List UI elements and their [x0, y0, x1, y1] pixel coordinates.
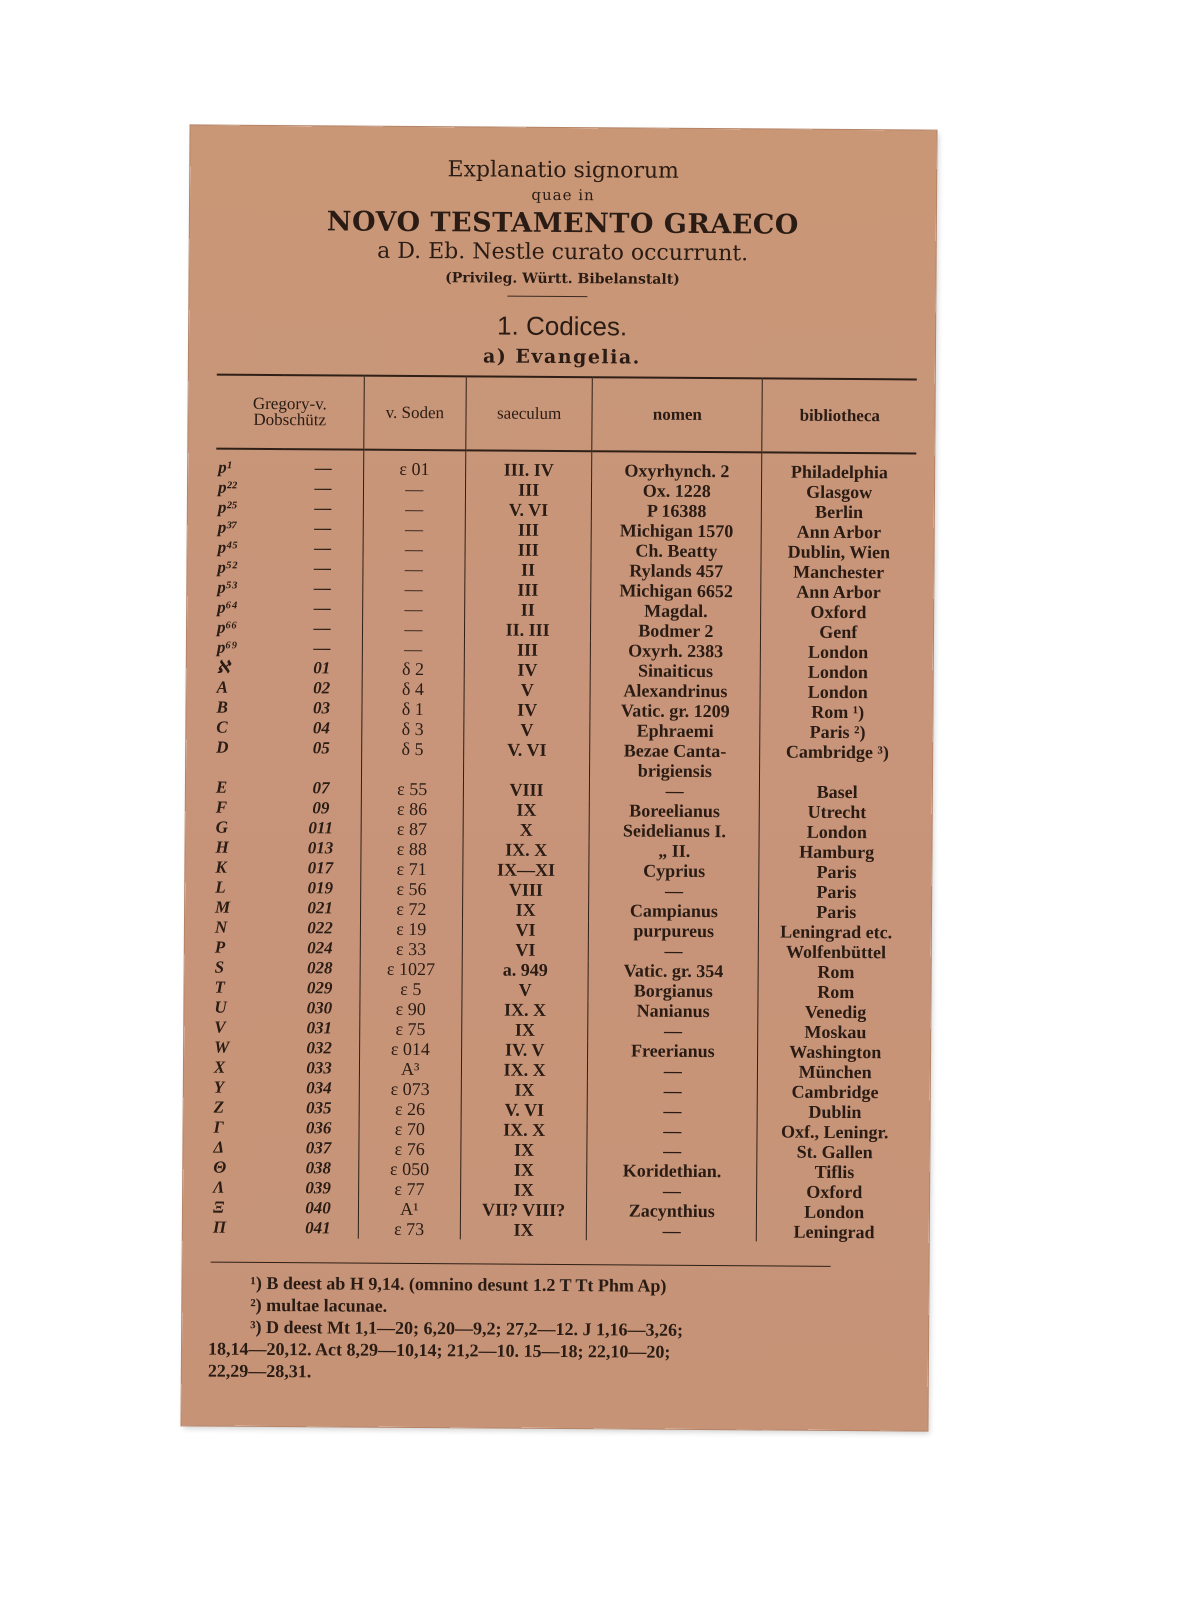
row-nomen: Boreelianus [589, 800, 759, 821]
row-siglum: p⁶⁴ [217, 597, 238, 617]
row-nomen: — [588, 1060, 758, 1081]
row-soden: δ 4 [362, 679, 465, 700]
row-bibliotheca: Moskau [758, 1021, 912, 1042]
header-divider [507, 296, 587, 298]
row-siglum: p⁵² [217, 557, 238, 577]
col-header-saeculum: saeculum [466, 376, 592, 451]
row-siglum: D [216, 737, 229, 757]
row-soden: — [363, 519, 466, 540]
row-soden: — [362, 619, 465, 640]
row-saeculum: IX [461, 1079, 587, 1100]
row-nomen: Bodmer 2 [591, 620, 761, 641]
row-gregory: — [313, 638, 331, 658]
row-saeculum: IX. X [462, 999, 588, 1020]
row-nomen: Vatic. gr. 354 [588, 960, 758, 981]
row-saeculum: III [464, 639, 590, 660]
row-saeculum: IX—XI [463, 859, 589, 880]
row-soden: — [363, 479, 466, 500]
col-header-nomen: nomen [592, 377, 763, 452]
row-soden: ε 90 [359, 999, 462, 1020]
row-soden: ε 01 [363, 450, 466, 480]
footnote-1: ¹) B deest ab H 9,14. (omnino desunt 1.2 T Tt Phm Ap) [250, 1272, 667, 1296]
row-gregory: 022 [307, 918, 333, 938]
row-nomen: purpureus [589, 920, 759, 941]
row-saeculum: II [465, 559, 591, 580]
row-bibliotheca: Glasgow [762, 481, 916, 502]
row-saeculum: V. VI [464, 739, 590, 760]
row-saeculum: V. VI [461, 1099, 587, 1120]
row-saeculum: III [465, 519, 591, 540]
row-bibliotheca: Oxford [757, 1181, 911, 1202]
row-gregory: 01 [313, 658, 331, 678]
row-saeculum: V [462, 979, 588, 1000]
row-siglum: p⁶⁶ [216, 617, 238, 637]
row-nomen: Oxyrh. 2383 [590, 640, 760, 661]
row-soden: ε 1027 [360, 959, 463, 980]
row-bibliotheca: Paris [759, 881, 913, 902]
row-bibliotheca: Paris ²) [760, 721, 914, 742]
row-saeculum: IX. X [461, 1119, 587, 1140]
row-saeculum: IV [464, 659, 590, 680]
row-siglum: Π [212, 1217, 227, 1237]
row-bibliotheca: Ann Arbor [762, 521, 916, 542]
row-soden: ε 88 [360, 839, 463, 860]
row-siglum: P [214, 937, 226, 957]
row-siglum: C [216, 717, 228, 737]
row-soden: ε 55 [361, 779, 464, 800]
row-soden [361, 759, 464, 780]
row-nomen: — [587, 1080, 757, 1101]
row-gregory: 030 [306, 998, 333, 1018]
row-gregory: 029 [306, 978, 333, 998]
row-soden: δ 3 [361, 719, 464, 740]
row-soden: — [362, 579, 465, 600]
row-gregory: 040 [305, 1198, 331, 1218]
row-gregory: 028 [306, 958, 333, 978]
row-nomen: Nanianus [588, 1000, 758, 1021]
row-saeculum: II. III [465, 619, 591, 640]
row-siglum: Γ [213, 1117, 224, 1137]
row-gregory: 04 [312, 718, 330, 738]
row-gregory: 041 [305, 1218, 331, 1238]
row-siglum: ℵ [216, 657, 230, 677]
row-bibliotheca: London [761, 681, 915, 702]
table-row [211, 1218, 911, 1243]
row-soden: ε 87 [361, 819, 464, 840]
row-siglum: M [215, 897, 231, 917]
row-gregory: — [313, 618, 331, 638]
row-soden: — [362, 639, 465, 660]
row-siglum: T [214, 977, 225, 997]
row-saeculum: VI [463, 919, 589, 940]
row-saeculum: V [464, 679, 590, 700]
row-soden: ε 073 [359, 1079, 462, 1100]
row-soden: — [362, 599, 465, 620]
row-soden: ε 014 [359, 1039, 462, 1060]
header-line-4: a D. Eb. Nestle curato occurrunt. [377, 238, 749, 267]
row-siglum: p¹ [218, 457, 232, 477]
row-saeculum: IX. X [462, 1059, 588, 1080]
row-siglum: K [215, 857, 227, 877]
row-siglum: p⁶⁹ [216, 637, 238, 657]
table-body [211, 449, 916, 1243]
row-nomen: Zacynthius [587, 1200, 757, 1221]
row-bibliotheca: London [760, 821, 914, 842]
codices-table [211, 374, 917, 1243]
row-siglum: Ξ [212, 1197, 225, 1217]
row-saeculum: IX. X [463, 839, 589, 860]
row-soden: ε 19 [360, 919, 463, 940]
row-bibliotheca: London [761, 661, 915, 682]
row-nomen: — [587, 1180, 757, 1201]
row-bibliotheca: Paris [759, 861, 913, 882]
row-gregory: 05 [312, 738, 330, 758]
row-bibliotheca: Oxford [761, 601, 915, 622]
row-bibliotheca: Rom [758, 981, 912, 1002]
row-nomen: — [589, 880, 759, 901]
footnote-3: ³) D deest Mt 1,1—20; 6,20—9,2; 27,2—12. J 1,16—3,26; [250, 1316, 684, 1340]
row-siglum: X [213, 1057, 226, 1077]
row-gregory: — [314, 498, 332, 518]
col-header-soden: v. Soden [363, 376, 466, 451]
row-nomen: Seidelianus I. [589, 820, 759, 841]
row-gregory: 019 [307, 878, 334, 898]
row-siglum: S [214, 957, 225, 977]
row-nomen: Michigan 6652 [591, 580, 761, 601]
row-soden: ε 33 [360, 939, 463, 960]
row-gregory: — [314, 538, 332, 558]
row-gregory: 031 [306, 1018, 333, 1038]
row-bibliotheca: Dublin, Wien [761, 541, 915, 562]
row-bibliotheca: Utrecht [760, 801, 914, 822]
row-siglum: Λ [213, 1177, 225, 1197]
row-gregory: 033 [306, 1058, 332, 1078]
row-gregory: 035 [305, 1098, 332, 1118]
row-saeculum: VII? VIII? [461, 1199, 587, 1220]
row-soden: δ 1 [361, 699, 464, 720]
row-saeculum: III [465, 539, 591, 560]
row-soden: δ 2 [362, 659, 465, 680]
row-gregory [282, 758, 361, 779]
row-nomen: Campianus [589, 900, 759, 921]
col-header-bibliotheca: bibliotheca [762, 378, 917, 453]
row-siglum: V [214, 1017, 226, 1037]
row-bibliotheca: London [761, 641, 915, 662]
row-siglum: F [215, 797, 228, 817]
row-nomen: — [588, 940, 758, 961]
row-siglum: E [215, 777, 228, 797]
row-soden: ε 26 [359, 1099, 462, 1120]
row-soden: ε 71 [360, 859, 463, 880]
row-siglum: L [215, 877, 226, 897]
row-gregory: 011 [308, 818, 334, 838]
row-nomen: Rylands 457 [591, 560, 761, 581]
row-nomen: Cyprius [589, 860, 759, 881]
row-siglum: Y [213, 1077, 225, 1097]
row-saeculum: IX [461, 1179, 587, 1200]
row-bibliotheca: Leningrad etc. [759, 921, 913, 942]
row-soden: ε 76 [358, 1139, 461, 1160]
row-saeculum: IX [463, 899, 589, 920]
row-gregory: 038 [305, 1158, 332, 1178]
row-bibliotheca: Dublin [758, 1101, 912, 1122]
footnote-3-cont-1: 18,14—20,12. Act 8,29—10,14; 21,2—10. 15—18; 22,10—20; [207, 1338, 671, 1362]
row-saeculum: VIII [463, 879, 589, 900]
row-saeculum: IX [461, 1159, 587, 1180]
card [181, 125, 936, 1430]
row-saeculum: X [463, 819, 589, 840]
row-gregory: 036 [305, 1118, 332, 1138]
row-saeculum: II [465, 599, 591, 620]
row-gregory: — [314, 478, 332, 498]
row-soden: A³ [359, 1059, 462, 1080]
row-gregory: 09 [312, 798, 330, 818]
row-siglum: Δ [213, 1137, 225, 1157]
row-bibliotheca: Berlin [762, 501, 916, 522]
row-bibliotheca: Rom ¹) [760, 701, 914, 722]
row-siglum: p⁵³ [217, 577, 237, 597]
table-header-row [216, 375, 916, 454]
row-siglum: H [215, 837, 229, 857]
row-bibliotheca: Washington [758, 1041, 912, 1062]
row-siglum: Θ [213, 1157, 227, 1177]
row-nomen: Freerianus [588, 1040, 758, 1061]
row-bibliotheca: Ann Arbor [761, 581, 915, 602]
row-siglum: p⁴⁵ [217, 537, 238, 557]
row-saeculum [464, 759, 590, 780]
row-nomen: Borgianus [588, 980, 758, 1001]
row-siglum: A [216, 677, 229, 697]
row-gregory: 037 [305, 1138, 332, 1158]
row-soden: — [363, 539, 466, 560]
row-gregory: 07 [312, 778, 330, 798]
row-bibliotheca: Oxf., Leningr. [757, 1121, 911, 1142]
section-title: 1. Codices. [497, 310, 628, 342]
row-siglum: p³⁷ [217, 517, 238, 537]
row-nomen: Oxyrhynch. 2 [592, 451, 763, 481]
row-nomen: brigiensis [590, 760, 760, 781]
row-siglum: p²² [217, 477, 237, 497]
row-nomen: Magdal. [591, 600, 761, 621]
col-header-gregory: Gregory-v. Dobschütz [216, 375, 364, 450]
row-gregory: 032 [306, 1038, 333, 1058]
row-bibliotheca: Leningrad [757, 1221, 911, 1242]
row-siglum: G [215, 817, 228, 837]
row-bibliotheca: Basel [760, 781, 914, 802]
row-saeculum: III. IV [466, 450, 592, 480]
row-soden: δ 5 [361, 739, 464, 760]
row-gregory: 024 [307, 938, 333, 958]
row-nomen: — [589, 780, 759, 801]
row-nomen: Koridethian. [587, 1160, 757, 1181]
row-soden: ε 050 [358, 1159, 461, 1180]
row-siglum: p²⁵ [217, 497, 238, 517]
row-siglum: W [214, 1037, 230, 1057]
row-saeculum: VI [462, 939, 588, 960]
row-saeculum: VIII [464, 779, 590, 800]
row-nomen: — [586, 1220, 756, 1241]
row-bibliotheca: Cambridge [758, 1081, 912, 1102]
row-bibliotheca: Philadelphia [762, 452, 916, 482]
row-saeculum: a. 949 [462, 959, 588, 980]
row-saeculum: IX [463, 799, 589, 820]
row-siglum: U [214, 997, 227, 1017]
row-soden: ε 56 [360, 879, 463, 900]
row-bibliotheca: St. Gallen [757, 1141, 911, 1162]
row-nomen: Ch. Beatty [591, 540, 761, 561]
footnote-2: ²) multae lacunae. [250, 1294, 388, 1316]
row-saeculum: III [465, 579, 591, 600]
row-bibliotheca: Tiflis [757, 1161, 911, 1182]
row-soden: ε 73 [358, 1219, 461, 1240]
row-soden: ε 77 [358, 1179, 461, 1200]
row-nomen: „ II. [589, 840, 759, 861]
row-bibliotheca: Hamburg [759, 841, 913, 862]
row-bibliotheca: Genf [761, 621, 915, 642]
row-gregory: — [313, 558, 332, 578]
row-gregory: 03 [312, 698, 331, 718]
row-siglum: Z [213, 1097, 225, 1117]
row-gregory: — [314, 518, 332, 538]
row-soden: ε 5 [359, 979, 462, 1000]
row-nomen: — [588, 1020, 758, 1041]
row-gregory: 021 [307, 898, 333, 918]
row-saeculum: IX [460, 1219, 586, 1240]
row-gregory: 017 [307, 858, 334, 878]
row-bibliotheca: München [758, 1061, 912, 1082]
row-soden: — [362, 559, 465, 580]
row-saeculum: IV. V [462, 1039, 588, 1060]
row-soden: A¹ [358, 1199, 461, 1220]
row-nomen: Ox. 1228 [592, 480, 762, 501]
row-siglum [214, 758, 282, 778]
row-bibliotheca: London [757, 1201, 911, 1222]
subsection-title: a) Evangelia. [482, 345, 641, 369]
row-soden: — [363, 499, 466, 520]
header-line-2: quae in [531, 185, 595, 205]
row-soden: ε 86 [361, 799, 464, 820]
row-nomen: P 16388 [591, 500, 761, 521]
row-gregory: 013 [307, 838, 334, 858]
row-nomen: Alexandrinus [590, 680, 760, 701]
row-nomen: — [587, 1140, 757, 1161]
row-siglum: N [214, 917, 228, 937]
header-title: NOVO TESTAMENTO GRAECO [326, 206, 799, 241]
row-nomen: Vatic. gr. 1209 [590, 700, 760, 721]
row-bibliotheca: Manchester [761, 561, 915, 582]
row-saeculum: V [464, 719, 590, 740]
row-nomen: Bezae Canta- [590, 740, 760, 761]
footnotes [208, 1272, 909, 1387]
row-saeculum: IX [462, 1019, 588, 1040]
row-gregory: — [313, 578, 331, 598]
row-bibliotheca: Wolfenbüttel [759, 941, 913, 962]
header-publisher: (Privileg. Württ. Bibelanstalt) [445, 270, 680, 288]
row-siglum: B [216, 697, 228, 717]
row-gregory: 02 [313, 678, 331, 698]
row-saeculum: IX [461, 1139, 587, 1160]
row-nomen: Sinaiticus [590, 660, 760, 681]
row-nomen: Michigan 1570 [591, 520, 761, 541]
row-bibliotheca: Paris [759, 901, 913, 922]
row-nomen: — [587, 1100, 757, 1121]
row-bibliotheca: Venedig [758, 1001, 912, 1022]
row-nomen: — [587, 1120, 757, 1141]
row-gregory: — [313, 598, 331, 618]
row-saeculum: IV [464, 699, 590, 720]
row-bibliotheca: Cambridge ³) [760, 741, 914, 762]
row-gregory: 039 [305, 1178, 332, 1198]
row-saeculum: V. VI [465, 499, 591, 520]
row-gregory: — [314, 458, 332, 478]
footnote-3-cont-2: 22,29—28,31. [207, 1360, 312, 1382]
row-bibliotheca [760, 761, 914, 782]
row-bibliotheca: Rom [759, 961, 913, 982]
header-line-1: Explanatio signorum [447, 157, 680, 184]
row-soden: ε 72 [360, 899, 463, 920]
row-gregory: 034 [306, 1078, 332, 1098]
row-nomen: Ephraemi [590, 720, 760, 741]
row-saeculum: III [466, 479, 592, 500]
footer-divider [211, 1262, 831, 1267]
row-soden: ε 70 [358, 1119, 461, 1140]
row-soden: ε 75 [359, 1019, 462, 1040]
